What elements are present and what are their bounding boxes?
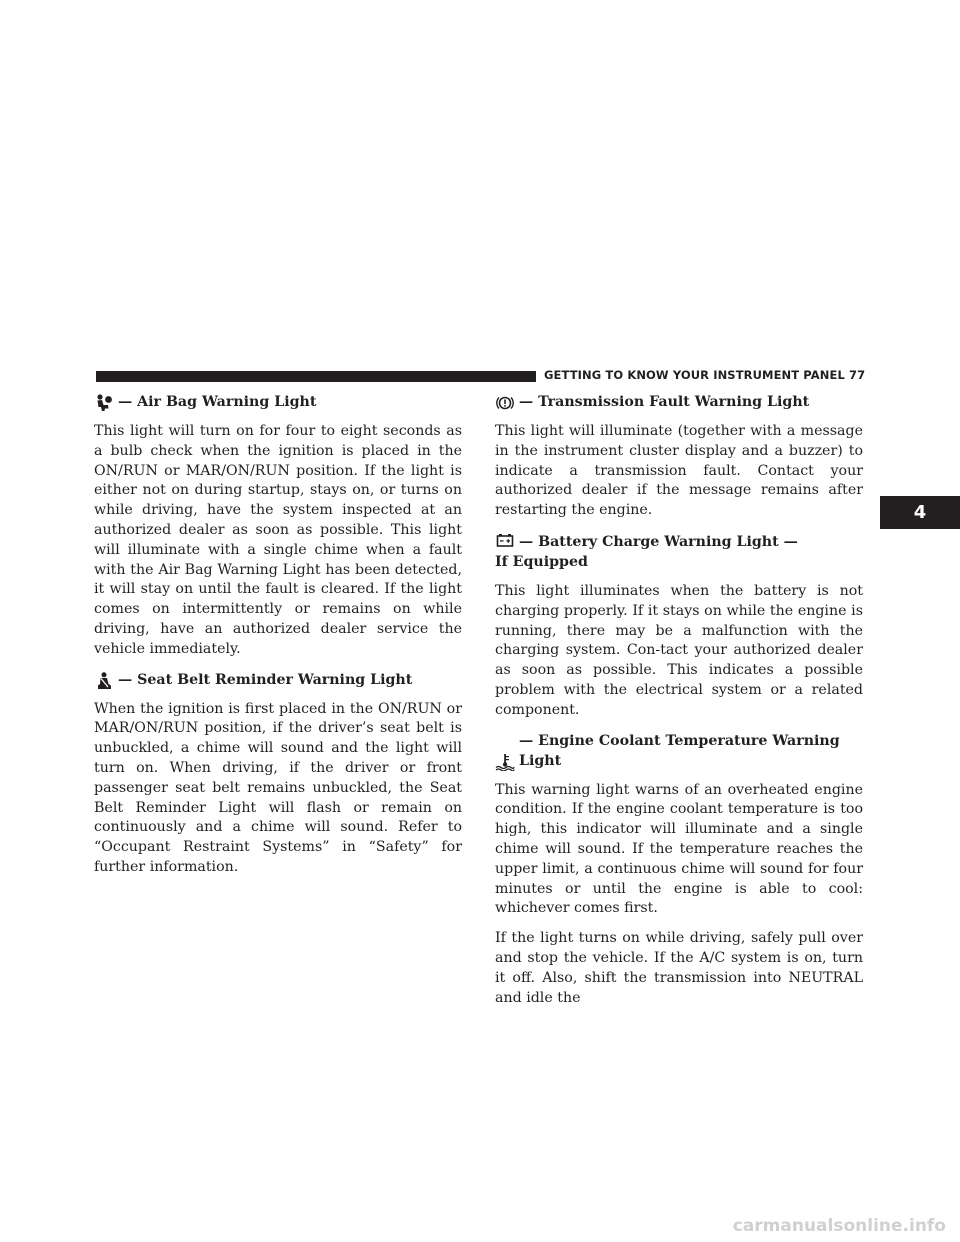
section-heading <box>495 531 863 572</box>
airbag-warning-icon <box>94 394 114 412</box>
running-header: GETTING TO KNOW YOUR INSTRUMENT PANEL 77 <box>544 368 866 382</box>
battery-title-line2: If Equipped <box>495 553 588 570</box>
coolant-temperature-icon <box>495 753 515 771</box>
section-heading <box>94 670 462 690</box>
watermark: carmanualsonline.info <box>732 1216 946 1236</box>
coolant-title: — Engine Coolant Temperature Warning Light <box>519 732 840 769</box>
coolant-section <box>495 731 863 1009</box>
chapter-tab: 4 <box>880 496 960 529</box>
left-column <box>94 392 462 878</box>
header-rule <box>96 371 536 382</box>
coolant-body: This warning light warns of an overheated engine condition. If the engine coolant temperature is too high, this indicator will illuminate and a single chime will sound. If the temperature reaches the upper limit, a continuous chime will sound for four minutes or until the engine is able to cool: whichever comes first. <box>495 781 863 917</box>
transmission-section <box>495 392 863 521</box>
right-column <box>495 392 863 1008</box>
battery-body: This light illuminates when the battery is not charging properly. If it stays on while the engine is running, there may be a malfunction with the charging system. Con-tact your authorized dealer as soon as possible. This indicates a possible problem with the electrical system or a related component. <box>495 582 863 718</box>
seatbelt-section <box>94 670 462 878</box>
battery-section <box>495 531 863 721</box>
section-heading <box>495 392 863 412</box>
battery-title: — Battery Charge Warning Light — <box>519 533 798 550</box>
airbag-title: — Air Bag Warning Light <box>118 394 317 410</box>
transmission-body: This light will illuminate (together with a message in the instrument cluster display and a buzzer) to indicate a transmission fault. Contact your authorized dealer if the message remains after restarting the engine. <box>495 423 863 519</box>
transmission-title: — Transmission Fault Warning Light <box>519 394 810 410</box>
airbag-body: This light will turn on for four to eight seconds as a bulb check when the ignition is placed in the ON/RUN or MAR/ON/RUN position. If the light is either not on during startup, stays on, or turns on while driving, have the system inspected at an authorized dealer as soon as possible. This light will illuminate with a single chime when a fault with the Air Bag Warning Light has been detected, it will stay on until the fault is cleared. If the light comes on intermittently or remains on while driving, have an authorized dealer service the vehicle immediately. <box>94 423 462 657</box>
transmission-fault-icon <box>495 394 515 412</box>
coolant-body-2: If the light turns on while driving, safely pull over and stop the vehicle. If the A/C system is on, turn it off. Also, shift the transmission into NEUTRAL and idle the <box>495 930 863 1006</box>
seatbelt-title: — Seat Belt Reminder Warning Light <box>118 671 413 688</box>
airbag-section <box>94 392 462 660</box>
section-heading <box>94 392 462 412</box>
seatbelt-body: When the ignition is first placed in the ON/RUN or MAR/ON/RUN position, if the driver’s seat belt is unbuckled, a chime will sound and the light will turn on. When driving, if the driver or front passenger seat belt remains unbuckled, the Seat Belt Reminder Light will flash or remain on continuously and a chime will sound. Refer to “Occupant Restraint Systems” in “Safety” for further information. <box>94 700 462 875</box>
section-heading <box>495 731 863 771</box>
battery-charge-icon <box>495 531 515 549</box>
seat-belt-warning-icon <box>94 672 114 690</box>
